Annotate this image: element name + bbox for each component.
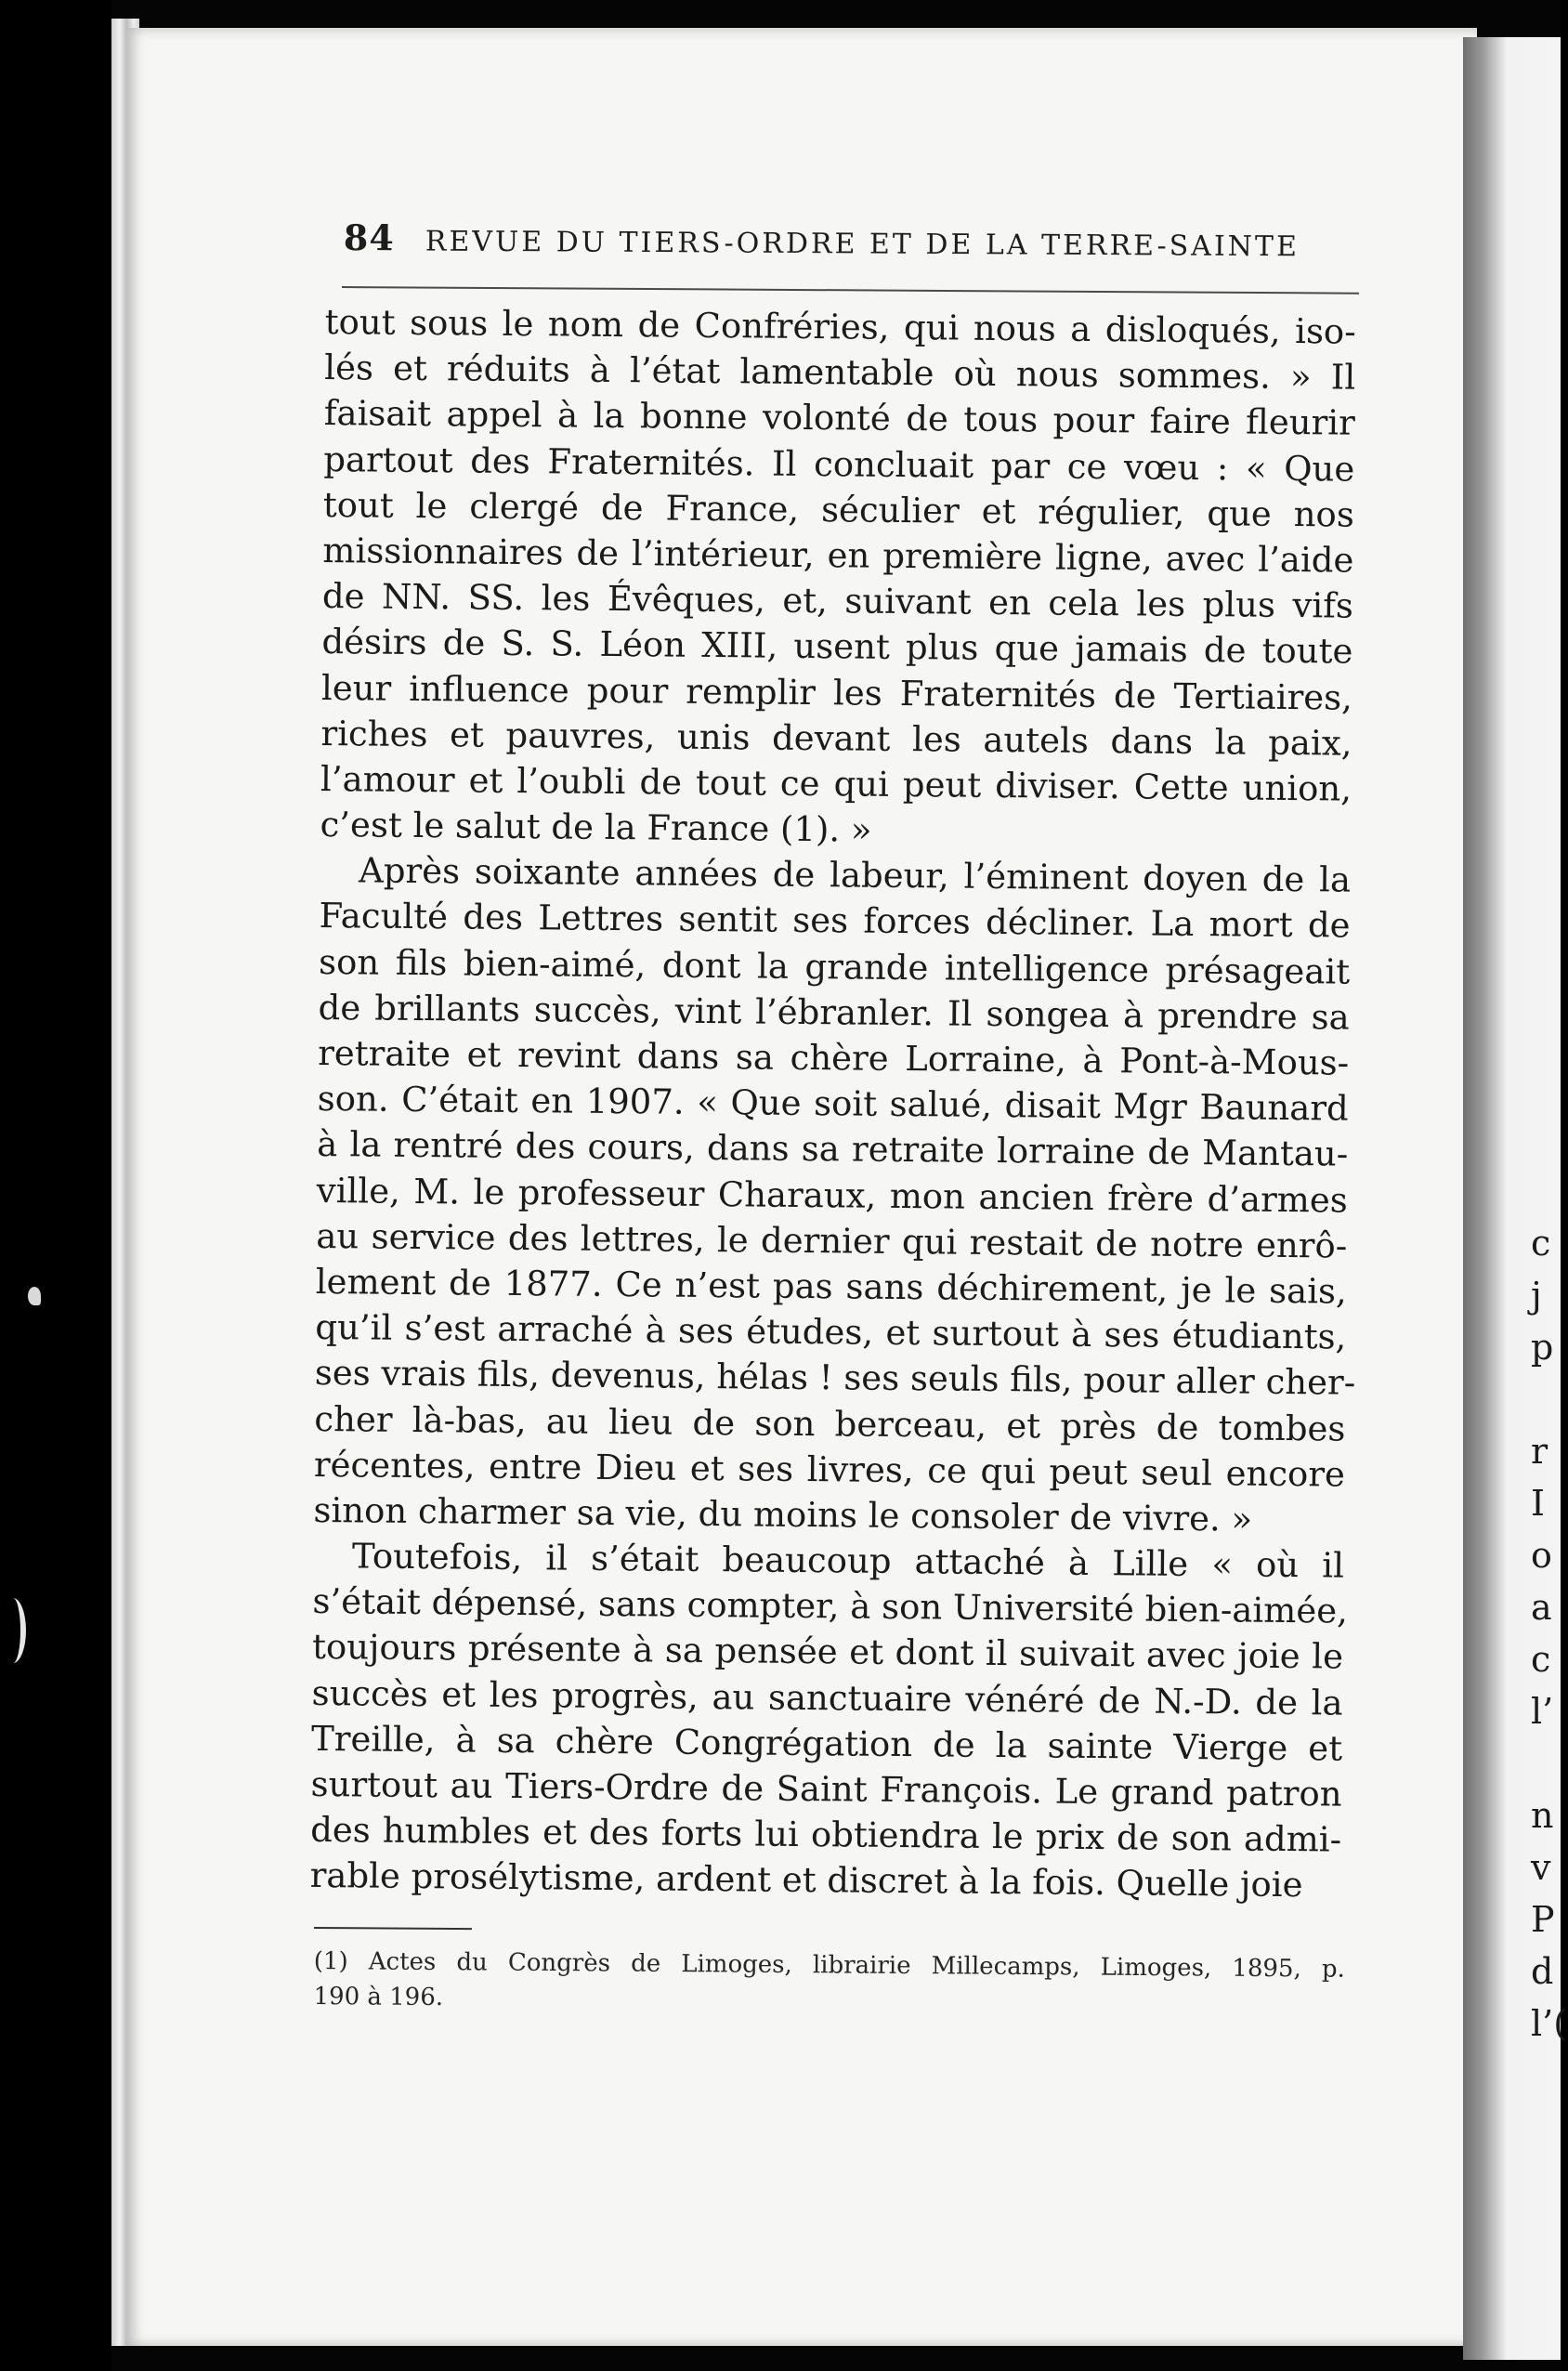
text-line: faisait appel à la bonne volonté de tous pour faire fleurir <box>323 393 1355 444</box>
text-line: s’était dépensé, sans compter, à son Université bien-aimée, <box>312 1581 1349 1631</box>
facing-page-fragment <box>1531 1373 1568 1425</box>
text-line: lés et réduits à l’état lamentable où nous sommes. » Il <box>324 347 1356 398</box>
text-line: ses vrais fils, devenus, hélas ! ses seuls fils, pour aller cher- <box>314 1353 1356 1404</box>
facing-page-fragment: I <box>1531 1483 1546 1524</box>
text-line: récentes, entre Dieu et ses livres, ce qui peut seul encore <box>313 1444 1346 1495</box>
text-line: sinon charmer sa vie, du moins le consoler de vivre. » <box>313 1489 1253 1539</box>
facing-page-fragment: l’ <box>1531 1691 1554 1732</box>
facing-page-fragment: c <box>1531 1639 1551 1680</box>
footnote-line: (1) Actes du Congrès de Limoges, librairie Millecamps, Limoges, 1895, p. <box>313 1946 1345 1984</box>
text-line: tout sous le nom de Confréries, qui nous a disloqués, iso- <box>324 301 1356 352</box>
text-line: Faculté des Lettres sentit ses forces décliner. La mort de <box>319 896 1351 947</box>
text-line: Après soixante années de labeur, l’éminent doyen de la <box>358 850 1352 900</box>
facing-page-fragment <box>1531 1737 1568 1789</box>
facing-page-fragment: d <box>1531 1951 1554 1992</box>
footnote-line: 190 à 196. <box>313 1982 444 2012</box>
facing-page-fragment: o <box>1531 1535 1552 1576</box>
running-head <box>343 216 1300 278</box>
text-line: rable prosélytisme, ardent et discret à la fois. Quelle joie <box>309 1855 1303 1906</box>
text-line: leur influence pour remplir les Fraternités de Tertiaires, <box>320 667 1353 718</box>
footnote <box>313 1944 1345 2023</box>
text-line: désirs de S. S. Léon XIII, usent plus que jamais de toute <box>321 622 1353 672</box>
scan-speck <box>28 1287 41 1305</box>
text-line: riches et pauvres, unis devant les autels dans la paix, <box>320 713 1352 764</box>
text-line: lement de 1877. Ce n’est pas sans déchirement, je le sais, <box>315 1261 1348 1312</box>
facing-page-fragment: j <box>1531 1275 1542 1316</box>
text-line: Toutefois, il s’était beaucoup attaché à Lille « où il <box>351 1536 1345 1586</box>
text-line: c’est le salut de la France (1). » <box>320 805 872 850</box>
facing-page-fragment: p <box>1531 1327 1554 1368</box>
text-line: toujours présente à sa pensée et dont il suivait avec joie le <box>311 1627 1344 1678</box>
facing-page-fragment: v <box>1531 1847 1551 1888</box>
text-line: retraite et revint dans sa chère Lorraine, à Pont-à-Mous- <box>318 1032 1350 1083</box>
text-line: l’amour et l’oubli de tout ce qui peut diviser. Cette union, <box>320 758 1352 809</box>
text-line: partout des Fraternités. Il concluait par ce vœu : « Que <box>323 439 1355 490</box>
left-scan-margin <box>0 0 111 2371</box>
text-line: succès et les progrès, au sanctuaire vénéré de N.-D. de la <box>311 1672 1343 1723</box>
facing-page-fragment: P <box>1531 1899 1555 1940</box>
facing-page-fragment: a <box>1531 1587 1552 1628</box>
facing-page-fragment: l’( <box>1531 2003 1568 2044</box>
text-line: à la rentré des cours, dans sa retraite lorraine de Mantau- <box>317 1124 1349 1174</box>
text-line: qu’il s’est arraché à ses études, et surtout à ses étudiants, <box>315 1307 1347 1357</box>
page-number: 84 <box>343 216 395 259</box>
text-line: Treille, à sa chère Congrégation de la sainte Vierge et <box>310 1718 1343 1769</box>
paragraph <box>313 847 1356 1542</box>
facing-page-fragment: n <box>1531 1795 1554 1836</box>
body-text <box>309 299 1355 1908</box>
text-line: tout le clergé de France, séculier et régulier, que nos <box>322 484 1355 535</box>
text-line: de brillants succès, vint l’ébranler. Il songea à prendre sa <box>318 987 1350 1038</box>
text-line: des humbles et des forts lui obtiendra le prix de son admi- <box>309 1810 1342 1860</box>
text-line: son fils bien-aimé, dont la grande intelligence présageait <box>318 941 1351 992</box>
running-head-title: REVUE DU TIERS-ORDRE ET DE LA TERRE-SAINTE <box>425 225 1300 264</box>
facing-page-fragment: r <box>1531 1431 1548 1472</box>
facing-page-fragments <box>1531 1217 1568 2053</box>
scan-edge-mark <box>0 1598 26 1663</box>
text-line: missionnaires de l’intérieur, en première ligne, avec l’aide <box>322 530 1354 581</box>
text-line: de NN. SS. les Évêques, et, suivant en cela les plus vifs <box>321 576 1354 626</box>
paragraph <box>320 299 1356 858</box>
facing-page-fragment: c <box>1531 1223 1551 1264</box>
text-line: au service des lettres, le dernier qui restait de notre enrô- <box>316 1215 1348 1266</box>
paragraph <box>309 1533 1349 1908</box>
text-line: surtout au Tiers-Ordre de Saint François. Le grand patron <box>310 1763 1342 1814</box>
text-line: ville, M. le professeur Charaux, mon ancien frère d’armes <box>316 1170 1348 1221</box>
text-line: son. C’était en 1907. « Que soit salué, disait Mgr Baunard <box>317 1079 1349 1129</box>
text-line: cher là-bas, au lieu de son berceau, et près de tombes <box>314 1398 1346 1449</box>
